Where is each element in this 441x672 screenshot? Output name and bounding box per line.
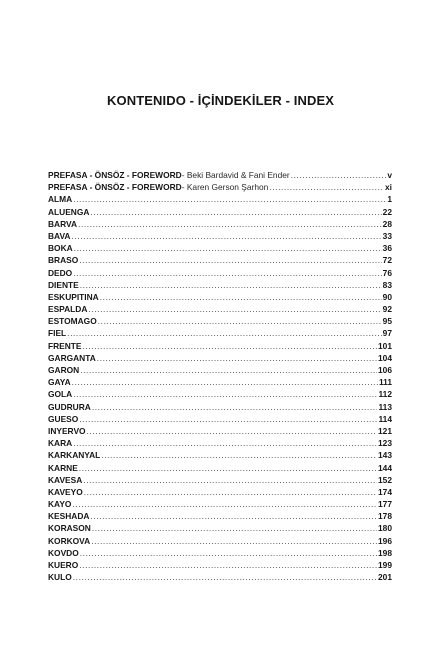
toc-entry-page-number: xi (385, 182, 392, 193)
toc-entry (48, 522, 392, 534)
toc-entry (48, 169, 392, 181)
toc-entry-page-number: 123 (378, 438, 392, 449)
toc-entry-page-number: 104 (378, 352, 392, 363)
dot-leader (91, 535, 377, 547)
dot-leader (90, 206, 381, 218)
toc-entry-page-number: 83 (382, 279, 392, 290)
toc-entry-page-number: 28 (382, 218, 392, 229)
toc-entry (48, 510, 392, 522)
toc-entry-page-number: 112 (378, 389, 392, 400)
toc-entry (48, 449, 392, 461)
toc-entry (48, 547, 392, 559)
toc-entry-page-number: 90 (382, 291, 392, 302)
toc-entry (48, 242, 392, 254)
toc-entry-term: KULO (48, 572, 72, 583)
toc-entry-term: KARKANYAL (48, 450, 101, 461)
toc-entry (48, 498, 392, 510)
dot-leader (80, 279, 382, 291)
toc-entry (48, 425, 392, 437)
toc-entry (48, 303, 392, 315)
dot-leader (79, 559, 377, 571)
toc-entry-page-number: 95 (382, 316, 392, 327)
toc-entry-page-number: 111 (378, 377, 392, 388)
toc-entry (48, 364, 392, 376)
dot-leader (98, 315, 382, 327)
dot-leader (78, 218, 382, 230)
toc-entry-term: KAYO (48, 499, 72, 510)
toc-entry-term: KAVESA (48, 474, 83, 485)
toc-entry-term: PREFASA - ÖNSÖZ - FOREWORD (48, 170, 182, 180)
toc-entry-page-number: 113 (378, 401, 392, 412)
dot-leader (97, 352, 377, 364)
toc-entry (48, 474, 392, 486)
dot-leader (83, 474, 377, 486)
toc-entry-term: KORKOVA (48, 535, 91, 546)
dot-leader (73, 571, 377, 583)
toc-entry-term: GOLA (48, 389, 73, 400)
toc-entry-page-number: 180 (378, 523, 392, 534)
toc-entry-page-number: 144 (378, 462, 392, 473)
toc-entry (48, 437, 392, 449)
toc-entry (48, 571, 392, 583)
dot-leader (72, 230, 382, 242)
dot-leader (100, 291, 382, 303)
toc-entry (48, 413, 392, 425)
toc-entry-term: FRENTE (48, 340, 82, 351)
toc-entry-term: DEDO (48, 267, 73, 278)
toc-entry-page-number: 92 (382, 304, 392, 315)
toc-entry-page-number: 114 (378, 413, 392, 424)
dot-leader (79, 254, 381, 266)
toc-entry (48, 291, 392, 303)
toc-entry (48, 254, 392, 266)
dot-leader (92, 401, 378, 413)
toc-entry (48, 535, 392, 547)
toc-entry-page-number: 177 (378, 499, 392, 510)
toc-entry (48, 376, 392, 388)
toc-entry-term: ESKUPITINA (48, 291, 99, 302)
toc-entry-term: ALMA (48, 194, 73, 205)
dot-leader (88, 303, 381, 315)
toc-entry-term: GARON (48, 365, 80, 375)
toc-entry-page-number: 101 (378, 340, 392, 351)
toc-entry-author: - Beki Bardavid & Fani Ender (181, 170, 290, 180)
toc-entry-page-number: 143 (378, 450, 392, 461)
dot-leader (92, 522, 377, 534)
toc-entry-term: KORASON (48, 523, 91, 534)
toc-entry-page-number: 174 (378, 486, 392, 497)
dot-leader (83, 340, 378, 352)
toc-entry-page-number: 201 (378, 572, 392, 583)
dot-leader (291, 169, 387, 181)
toc-entry-term: BARVA (48, 218, 78, 229)
toc-entry-term: KAVEYO (48, 486, 83, 497)
toc-entry-term: KARA (48, 438, 73, 449)
table-of-contents (48, 169, 392, 583)
dot-leader (79, 413, 377, 425)
toc-entry (48, 206, 392, 218)
toc-entry-term: GUDRURA (48, 401, 91, 412)
dot-leader (80, 547, 377, 559)
toc-entry-page-number: 106 (378, 365, 392, 375)
toc-entry-term: DIENTE (48, 279, 79, 290)
toc-entry-page-number: 198 (378, 547, 392, 558)
toc-entry (48, 218, 392, 230)
toc-entry (48, 388, 392, 400)
toc-entry-term: ESTOMAGO (48, 316, 97, 327)
toc-entry-term: KESHADA (48, 511, 90, 522)
toc-entry-page-number: 1 (387, 194, 392, 205)
dot-leader (73, 193, 386, 205)
toc-entry-term: INYERVO (48, 425, 86, 436)
dot-leader (87, 425, 377, 437)
dot-leader (90, 510, 377, 522)
toc-entry (48, 462, 392, 474)
toc-entry-term: FIEL (48, 328, 67, 339)
dot-leader (73, 267, 381, 279)
toc-entry (48, 486, 392, 498)
toc-entry-page-number: 22 (382, 206, 392, 217)
page-title: KONTENIDO - İÇİNDEKİLER - INDEX (107, 93, 334, 108)
toc-entry-term: GAYA (48, 377, 71, 388)
toc-entry-page-number: v (387, 170, 392, 180)
dot-leader (269, 181, 384, 193)
toc-entry-page-number: 97 (382, 328, 392, 339)
dot-leader (74, 242, 382, 254)
toc-entry-term: ESPALDA (48, 304, 88, 315)
toc-entry-term: KUERO (48, 560, 79, 570)
toc-entry-term: GUESO (48, 413, 79, 424)
toc-entry-page-number: 33 (382, 230, 392, 241)
toc-entry (48, 327, 392, 339)
toc-entry-page-number: 199 (378, 560, 392, 570)
dot-leader (79, 462, 377, 474)
toc-entry-term: BAVA (48, 230, 71, 241)
toc-entry (48, 340, 392, 352)
toc-entry (48, 352, 392, 364)
dot-leader (73, 388, 377, 400)
toc-entry (48, 279, 392, 291)
toc-entry-term: BRASO (48, 255, 79, 266)
toc-entry-page-number: 196 (378, 535, 392, 546)
toc-entry-page-number: 152 (378, 474, 392, 485)
toc-entry (48, 401, 392, 413)
toc-entry-term: PREFASA - ÖNSÖZ - FOREWORD (48, 182, 182, 193)
dot-leader (72, 376, 378, 388)
toc-entry-term: KARNE (48, 462, 78, 473)
toc-entry-page-number: 121 (378, 425, 392, 436)
dot-leader (73, 437, 377, 449)
toc-entry-term: ALUENGA (48, 206, 90, 217)
toc-entry (48, 315, 392, 327)
toc-entry-page-number: 178 (378, 511, 392, 522)
toc-entry-term: KOVDO (48, 547, 79, 558)
toc-entry (48, 230, 392, 242)
dot-leader (67, 327, 382, 339)
dot-leader (84, 486, 377, 498)
dot-leader (80, 364, 377, 376)
toc-entry-page-number: 72 (382, 255, 392, 266)
toc-entry-author: - Karen Gerson Şarhon (181, 182, 269, 193)
toc-entry-term: GARGANTA (48, 352, 96, 363)
toc-entry (48, 193, 392, 205)
toc-entry-page-number: 76 (382, 267, 392, 278)
dot-leader (72, 498, 377, 510)
toc-entry-page-number: 36 (382, 243, 392, 254)
toc-entry (48, 559, 392, 571)
toc-entry (48, 181, 392, 193)
dot-leader (101, 449, 377, 461)
toc-entry-term: BOKA (48, 243, 73, 254)
toc-entry (48, 267, 392, 279)
